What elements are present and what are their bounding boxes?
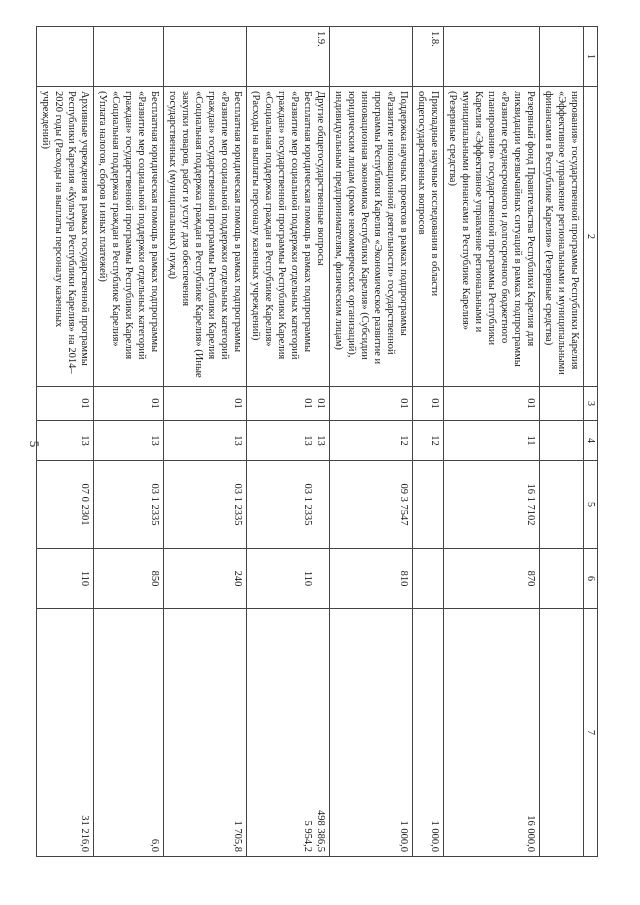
subsection-code: 13 <box>37 421 94 461</box>
section-code <box>247 387 330 421</box>
row-number: 1.8. <box>413 27 444 87</box>
row-description: Прикладные научные исследования в области общегосударственных вопросов <box>413 87 444 387</box>
row-description: Поддержка научных проектов в рамках подпрограммы «Развитие инновационной деятельности» государственной программы Республики Карелия «Экономическое развитие и инновационная экономика Республики Карелия» (Субсидии юридическим лицам (кроме некоммерческих организаций), индивидуальным предпринимателям, физическим лицам) <box>330 87 413 387</box>
section-code <box>540 387 584 421</box>
amount <box>540 609 584 857</box>
subsection-code <box>247 421 330 461</box>
subsection-code: 12 <box>413 421 444 461</box>
table-row <box>444 27 540 857</box>
section-code: 01 <box>330 387 413 421</box>
amount-line: 5 954,2 <box>302 820 313 852</box>
expense-type <box>540 549 584 609</box>
budget-table <box>36 26 598 857</box>
row-description-line: Бесплатная юридическая помощь в рамках подпрограммы «Развитие мер социальной поддержки отдельных категорий граждан» государственной программы Республики Карелия «Социальная поддержка граждан в Республике Карелия» (Расходы на выплаты персоналу казенных учреждений) <box>250 91 313 360</box>
header-row <box>584 27 598 857</box>
row-number <box>37 27 94 87</box>
page-number-text: 5 <box>27 440 42 448</box>
subsection-code: 12 <box>330 421 413 461</box>
expense-type <box>247 549 330 609</box>
target-article: 03 1 2335 <box>164 461 247 549</box>
rotated-table-container <box>40 26 598 856</box>
table-row <box>330 27 413 857</box>
row-number <box>330 27 413 87</box>
section-code: 01 <box>37 387 94 421</box>
header-cell-1: 1 <box>584 27 598 87</box>
row-description-line: Другие общегосударственные вопросы <box>315 91 326 266</box>
subsection-code <box>540 421 584 461</box>
row-description: Архивные учреждения в рамках государственной программы Республики Карелия «Культура Республики Карелия» на 2014–2020 годы (Расходы на выплаты персоналу казенных учреждений) <box>37 87 94 387</box>
expense-type: 810 <box>330 549 413 609</box>
amount: 31 216,0 <box>37 609 94 857</box>
section-code: 01 <box>413 387 444 421</box>
section-code-line: 01 <box>315 398 326 409</box>
amount <box>247 609 330 857</box>
amount: 1 705,8 <box>164 609 247 857</box>
expense-type: 850 <box>94 549 164 609</box>
target-article: 07 0 2301 <box>37 461 94 549</box>
header-cell-2: 2 <box>584 87 598 387</box>
target-article: 03 1 2335 <box>94 461 164 549</box>
section-code: 01 <box>94 387 164 421</box>
amount: 6,0 <box>94 609 164 857</box>
row-description <box>247 87 330 387</box>
section-code-line: 01 <box>302 398 313 409</box>
target-article: 09 3 7547 <box>330 461 413 549</box>
row-number <box>444 27 540 87</box>
subsection-code: 13 <box>164 421 247 461</box>
amount-line: 498 386,5 <box>315 810 326 852</box>
amount: 1 000,0 <box>413 609 444 857</box>
subsection-code: 13 <box>94 421 164 461</box>
subsection-code-line: 13 <box>302 435 313 446</box>
table-row <box>413 27 444 857</box>
amount: 16 000,0 <box>444 609 540 857</box>
target-article <box>540 461 584 549</box>
expense-type: 240 <box>164 549 247 609</box>
header-cell-3: 3 <box>584 387 598 421</box>
row-number: 1.9. <box>247 27 330 87</box>
header-cell-6: 6 <box>584 549 598 609</box>
row-description: Бесплатная юридическая помощь в рамках подпрограммы «Развитие мер социальной поддержки отдельных категорий граждан» государственной программы Республики Карелия «Социальная поддержка граждан в Республике Карелия» (Иные закупки товаров, работ и услуг для обеспечения государственных (муниципальных) нужд) <box>164 87 247 387</box>
subsection-code-line: 13 <box>315 435 326 446</box>
row-description: нирования» государственной программы Республики Карелия «Эффективное управление региональными и муниципальными финансами в Республике Карелия» (Резервные средства) <box>540 87 584 387</box>
header-cell-5: 5 <box>584 461 598 549</box>
row-description: Бесплатная юридическая помощь в рамках подпрограммы «Развитие мер социальной поддержки отдельных категорий граждан» государственной программы Республики Карелия «Социальная поддержка граждан в Республике Карелия» (Уплата налогов, сборов и иных платежей) <box>94 87 164 387</box>
table-row <box>247 27 330 857</box>
row-number <box>164 27 247 87</box>
section-code: 01 <box>444 387 540 421</box>
section-code: 01 <box>164 387 247 421</box>
expense-type: 110 <box>37 549 94 609</box>
table-row <box>164 27 247 857</box>
target-article-line: 03 1 2335 <box>302 483 313 526</box>
target-article: 16 1 7102 <box>444 461 540 549</box>
subsection-code: 11 <box>444 421 540 461</box>
header-cell-7: 7 <box>584 609 598 857</box>
target-article <box>413 461 444 549</box>
header-cell-4: 4 <box>584 421 598 461</box>
row-number <box>94 27 164 87</box>
expense-type-line: 110 <box>302 570 313 587</box>
document-page <box>40 26 598 866</box>
row-description: Резервный фонд Правительства Республики Карелия для ликвидации чрезвычайных ситуаций в рамках подпрограммы «Развитие среднесрочного и долгосрочного бюджетного планирования» государственной программы Республики Карелия «Эффективное управление региональными и муниципальными финансами в Республике Карелия» (Резервные средства) <box>444 87 540 387</box>
table-row <box>540 27 584 857</box>
table-row <box>37 27 94 857</box>
expense-type: 870 <box>444 549 540 609</box>
table-row <box>94 27 164 857</box>
row-number <box>540 27 584 87</box>
expense-type <box>413 549 444 609</box>
target-article <box>247 461 330 549</box>
amount: 1 000,0 <box>330 609 413 857</box>
